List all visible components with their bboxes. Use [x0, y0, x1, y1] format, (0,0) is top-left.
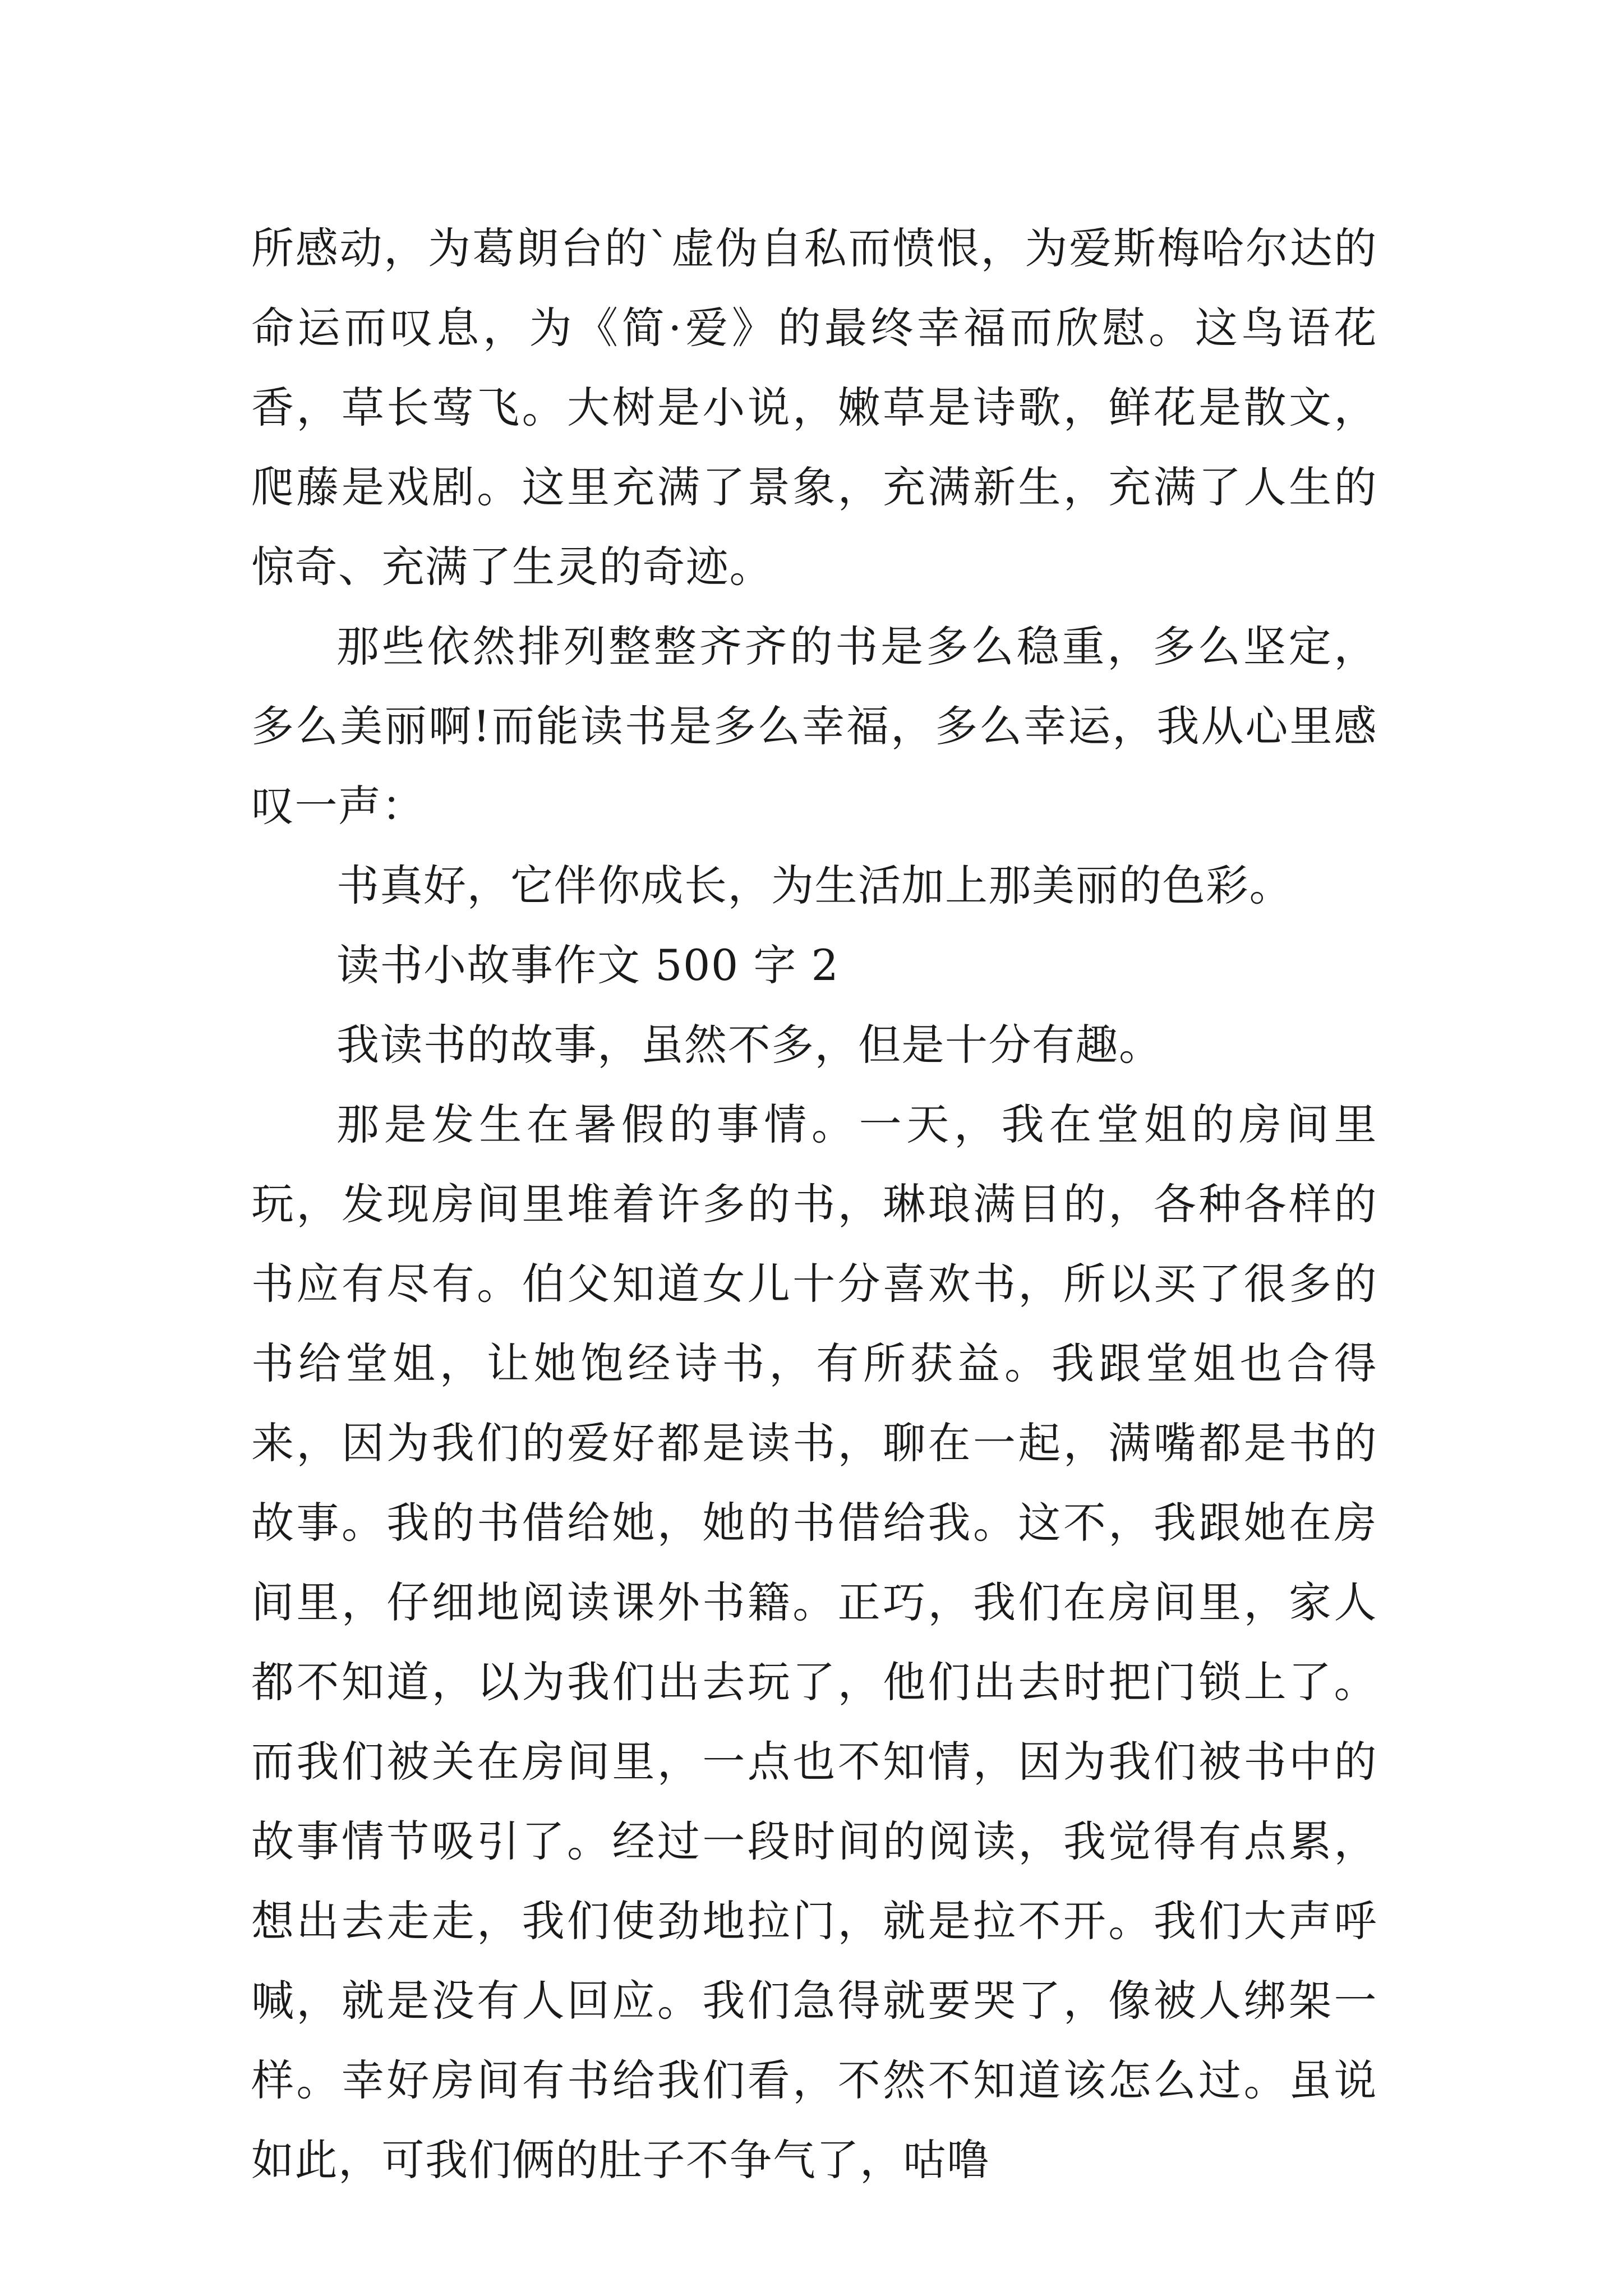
paragraph-2: 那些依然排列整整齐齐的书是多么稳重，多么坚定，多么美丽啊!而能读书是多么幸福，多么幸运，我从心里感叹一声：	[251, 622, 1377, 831]
paragraph-6: 那是发生在暑假的事情。一天，我在堂姐的房间里玩，发现房间里堆着许多的书，琳琅满目的，各种各样的书应有尽有。伯父知道女儿十分喜欢书，所以买了很多的书给堂姐，让她饱经诗书，有所获益。我跟堂姐也合得来，因为我们的爱好都是读书，聊在一起，满嘴都是书的故事。我的书借给她，她的书借给我。这不，我跟她在房间里，仔细地阅读课外书籍。正巧，我们在房间里，家人都不知道，以为我们出去玩了，他们出去时把门锁上了。而我们被关在房间里，一点也不知情，因为我们被书中的故事情节吸引了。经过一段时间的阅读，我觉得有点累，想出去走走，我们使劲地拉门，就是拉不开。我们大声呼喊，就是没有人回应。我们急得就要哭了，像被人绑架一样。幸好房间有书给我们看，不然不知道该怎么过。虽说如此，可我们俩的肚子不争气了，咕噜	[251, 1099, 1377, 2185]
section-heading: 读书小故事作文 500 字 2	[336, 940, 840, 990]
paragraph-1: 所感动，为葛朗台的`虚伪自私而愤恨，为爱斯梅哈尔达的命运而叹息，为《简·爱》的最终幸福而欣慰。这鸟语花香，草长莺飞。大树是小说，嫩草是诗歌，鲜花是散文，爬藤是戏剧。这里充满了景象，充满新生，充满了人生的惊奇、充满了生灵的奇迹。	[251, 223, 1377, 592]
document-body	[251, 209, 1377, 2200]
paragraph-3: 书真好，它伴你成长，为生活加上那美丽的色彩。	[336, 861, 1293, 910]
paragraph-5: 我读书的故事，虽然不多，但是十分有趣。	[336, 1020, 1163, 1070]
